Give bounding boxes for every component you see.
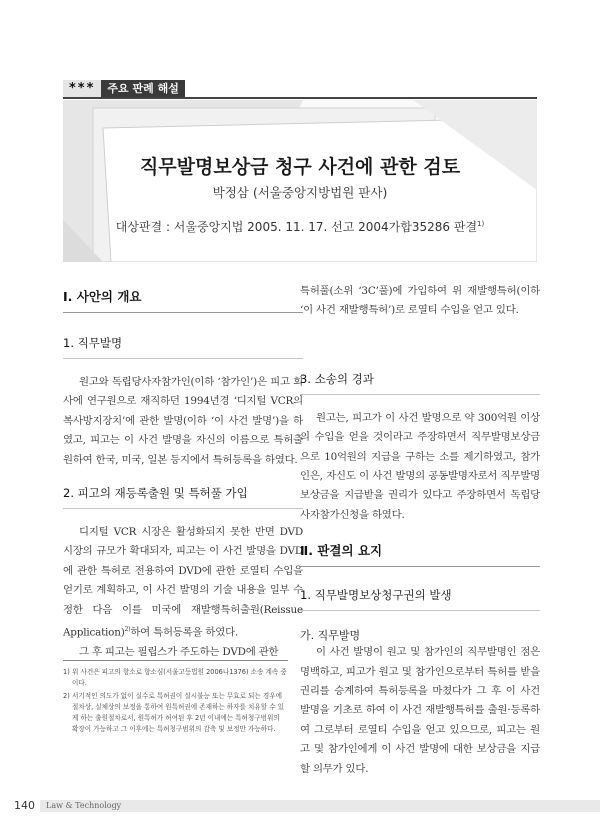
journal-name: Law & Technology: [46, 801, 122, 810]
article-author: 박정삼 (서울중앙지방법원 판사): [212, 185, 388, 200]
paragraph-employee-invention: 원고와 독립당사자참가인(이하 ‘참가인’)은 피고 회사에 연구원으로 재직하던 1994년경 ‘디지털 VCR의 복사방지장치’에 관한 발명(이하 ‘이 사건 발명’)을 하였고, 피고는 이 사건 발명을 자신의 이름으로 특허출원하여 한국, 미국, 일본 등지에서 특허등록을 하였다.: [63, 376, 303, 466]
paragraph-compensation: 이 사건 발명이 원고 및 참가인의 직무발명인 점은 명백하고, 피고가 원고 및 참가인으로부터 특허를 받을 권리를 승계하여 특허등록을 마쳤다가 그 후 이 사건 발명을 기초로 하여 이 사건 재발행특허를 출원·등록하여 그로부터 로열티 수입을 얻고 있으므로, 피고는 원고 및 참가인에게 이 사건 발명에 대한 보상금을 지급할 의무가 있다.: [300, 646, 540, 775]
page-number: 140: [14, 799, 35, 812]
footnotes: [63, 660, 288, 737]
heading-employee-invention: 1. 직무발명: [63, 335, 303, 359]
heading-case-overview: Ⅰ. 사안의 개요: [63, 287, 303, 313]
paragraph-litigation: 원고는, 피고가 이 사건 발명으로 약 300억원 이상의 수입을 얻을 것이라고 주장하면서 직무발명보상금으로 10억원의 지급을 구하는 소를 제기하였고, 참가인은, 자신도 이 사건 발명의 공동발명자로서 직무발명보상금을 지급받을 권리가 있다고 주장하면서 독립당사자참가신청을 하였다.: [300, 411, 540, 521]
section-tag-label: 주요 판례 해설: [101, 80, 184, 97]
heading-judgment-summary: Ⅱ. 판결의 요지: [300, 541, 540, 567]
heading-employee-invention-ga: 가. 직무발명: [300, 629, 361, 643]
paragraph-reissue-end: 하여 특허등록을 하였다.: [130, 626, 239, 639]
footnote-1-number: 1): [63, 668, 70, 676]
footnote-ref-2: 2): [124, 626, 131, 634]
footnote-1-text: 위 사건은 피고의 항소로 항소심(서울고등법원 2006나1376) 소송 계속 중이다.: [72, 668, 287, 687]
section-tag: [63, 80, 185, 97]
paragraph-reissue-text: 디지털 VCR 시장은 활성화되지 못한 반면 DVD 시장의 규모가 확대되자, 피고는 이 사건 발명을 DVD에 관한 특허로 전용하여 DVD에 관한 로열티 수입을 얻기로 계획하고, 이 사건 발명의 기술 내용을 일부 수정한 다음 이를 미국에 재발행특허출원(Reissue Application): [63, 526, 303, 639]
heading-compensation-right: 1. 직무발명보상청구권의 발생: [300, 587, 540, 611]
footnote-2-number: 2): [63, 692, 70, 700]
target-case-footnote-ref: 1): [477, 220, 485, 228]
section-tag-stars: ***: [63, 80, 101, 97]
footnote-1: [63, 667, 288, 689]
paragraph-reissue: [63, 523, 303, 643]
heading-litigation-progress: 3. 소송의 경과: [300, 371, 540, 395]
left-column: [63, 284, 303, 662]
footer-bar: [40, 800, 600, 812]
header-decoration: [63, 100, 537, 262]
page-footer: [0, 800, 600, 812]
header-box: [63, 100, 537, 262]
article-title: 직무발명보상금 청구 사건에 관한 검토: [139, 156, 461, 178]
target-case: [0, 218, 600, 235]
paragraph-patent-pool-cont: 특허풀(소위 ‘3C’풀)에 가입하여 위 재발행특허(이하 ‘이 사건 재발행특허’)로 로열티 수입을 얻고 있다.: [300, 285, 540, 317]
footnote-2: [63, 691, 288, 735]
right-column: [300, 284, 540, 779]
heading-reissue-and-patent-pool: 2. 피고의 재등록출원 및 특허풀 가입: [63, 485, 303, 509]
paragraph-patent-pool-start: 그 후 피고는 필립스가 주도하는 DVD에 관한: [79, 645, 279, 658]
section-tag-rule: [63, 97, 537, 99]
target-case-text: 대상판결 : 서울중앙지법 2005. 11. 17. 선고 2004가합35286 판결: [115, 220, 478, 234]
footnote-2-text: 서기적인 의도가 없이 실수로 특허권이 실시불능 또는 무효로 되는 경우에 절차상, 실체상의 보정을 통하여 원특허권에 존재하는 하자를 치유할 수 있게 하는 출원절차로서, 원특허가 허여된 후 2년 이내에는 특허청구범위의 확장이 가능하고 그 이후에는 특허청구범위의 감축 및 보정만 가능하다.: [72, 692, 285, 733]
